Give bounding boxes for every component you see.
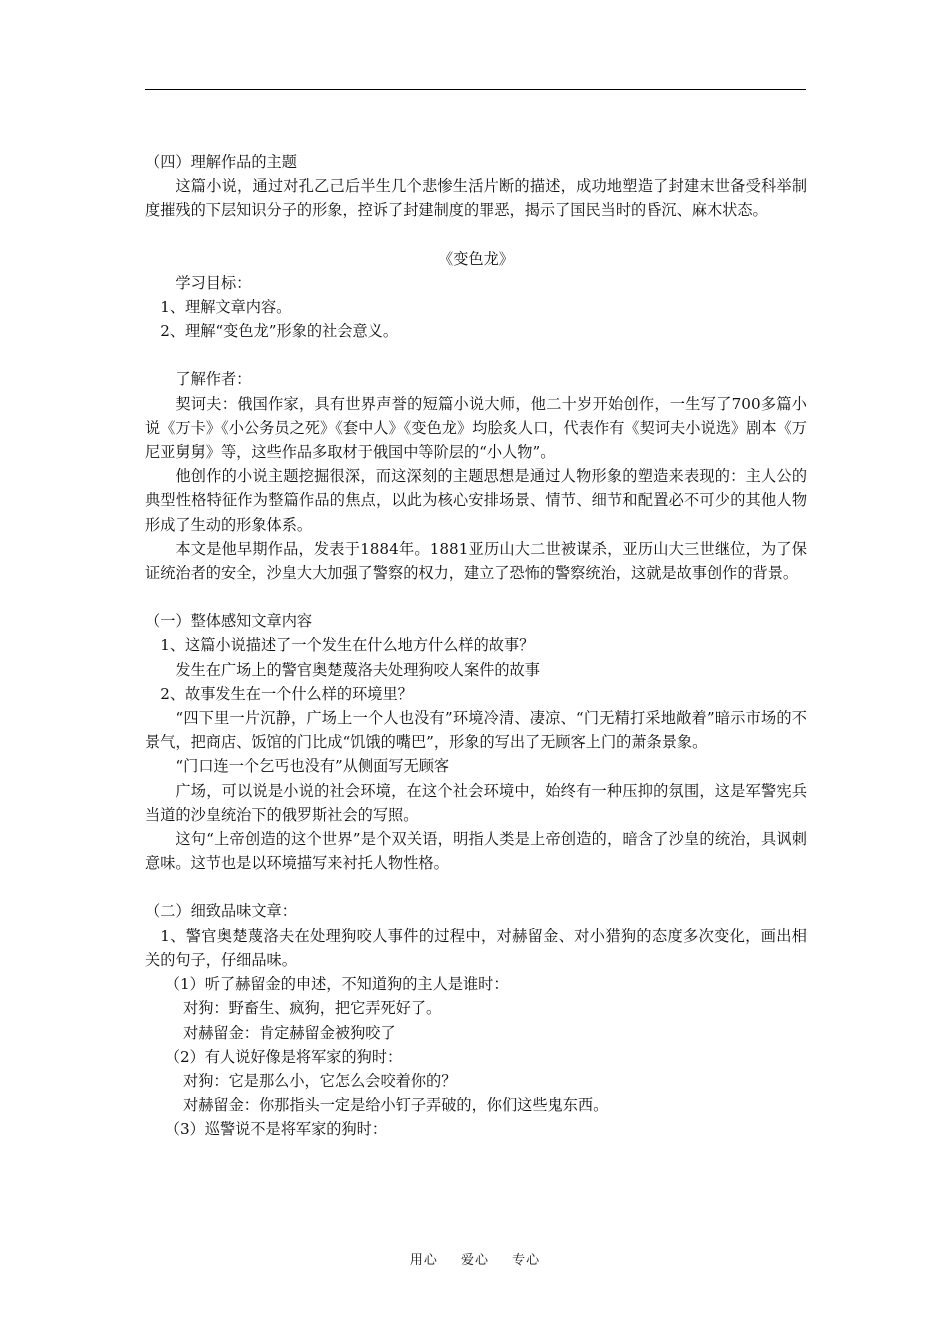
question: 1、这篇小说描述了一个发生在什么地方什么样的故事？	[160, 636, 535, 655]
section-heading: （四）理解作品的主题	[145, 153, 297, 171]
document-body	[145, 150, 807, 1142]
answer: 对赫留金：肯定赫留金被狗咬了	[183, 1023, 396, 1042]
label: 学习目标：	[175, 273, 252, 292]
paragraph: 本文是他早期作品，发表于1884年。1881亚历山大二世被谋杀，亚历山大三世继位，为了保证统治者的安全，沙皇大大加强了警察的权力，建立了恐怖的警察统治，这就是故事创作的背景。	[145, 539, 807, 583]
list-item: 1、理解文章内容。	[160, 298, 292, 317]
paragraph: 契诃夫：俄国作家，具有世界声誉的短篇小说大师，他二十岁开始创作，一生写了700多篇小说《万卡》《小公务员之死》《套中人》《变色龙》均脍炙人口，代表作有《契诃夫小说选》剧本《万尼亚舅舅》等，这些作品多取材于俄国中等阶层的“小人物”。	[145, 394, 807, 462]
label: 了解作者：	[175, 370, 252, 389]
header-rule	[145, 89, 806, 90]
list-item: 2、理解“变色龙”形象的社会意义。	[160, 322, 399, 341]
answer: 对赫留金：你那指头一定是给小钉子弄破的，你们这些鬼东西。	[183, 1096, 609, 1115]
list-item: （3）巡警说不是将军家的狗时：	[164, 1120, 388, 1139]
paragraph: 他创作的小说主题挖掘很深，而这深刻的主题思想是通过人物形象的塑造来表现的：主人公的典型性格特征作为整篇作品的焦点，以此为核心安排场景、情节、细节和配置必不可少的其他人物形成了生动的形象体系。	[145, 467, 807, 534]
paragraph: “门口连一个乞丐也没有”从侧面写无顾客	[175, 757, 450, 776]
footer-text-right: 专心	[512, 1253, 541, 1268]
section-heading: （二）细致品味文章：	[145, 902, 297, 921]
answer: 对狗：野畜生、疯狗，把它弄死好了。	[183, 999, 442, 1018]
paragraph: 广场，可以说是小说的社会环境，在这个社会环境中，始终有一种压抑的氛围，这是军警宪兵当道的沙皇统治下的俄罗斯社会的写照。	[145, 781, 807, 824]
answer: 发生在广场上的警官奥楚蔑洛夫处理狗咬人案件的故事	[175, 660, 540, 679]
paragraph: 这篇小说，通过对孔乙己后半生几个悲惨生活片断的描述，成功地塑造了封建末世备受科举制度摧残的下层知识分子的形象，控诉了封建制度的罪恶，揭示了国民当时的昏沉、麻木状态。	[145, 177, 807, 220]
answer: 对狗：它是那么小，它怎么会咬着你的？	[183, 1071, 457, 1090]
list-item: （1）听了赫留金的申述，不知道狗的主人是谁时：	[164, 975, 509, 994]
question: 2、故事发生在一个什么样的环境里？	[160, 684, 413, 703]
question: 1、警官奥楚蔑洛夫在处理狗咬人事件的过程中，对赫留金、对小猎狗的态度多次变化，画出相关的句子，仔细品味。	[145, 926, 807, 969]
paragraph: 这句“上帝创造的这个世界”是个双关语，明指人类是上帝创造的，暗含了沙皇的统治，具讽刺意味。这节也是以环境描写来衬托人物性格。	[145, 830, 807, 873]
footer-text-left: 用心	[409, 1253, 438, 1268]
list-item: （2）有人说好像是将军家的狗时：	[164, 1047, 403, 1066]
footer-text-middle: 爱心	[460, 1253, 489, 1268]
article-title: 《变色龙》	[438, 249, 514, 268]
page-footer	[0, 1249, 950, 1268]
paragraph: “四下里一片沉静，广场上一个人也没有”环境冷清、凄凉、“门无精打采地敞着”暗示市场的不景气，把商店、饭馆的门比成“饥饿的嘴巴”，形象的写出了无顾客上门的萧条景象。	[145, 709, 807, 752]
section-heading: （一）整体感知文章内容	[145, 612, 313, 631]
